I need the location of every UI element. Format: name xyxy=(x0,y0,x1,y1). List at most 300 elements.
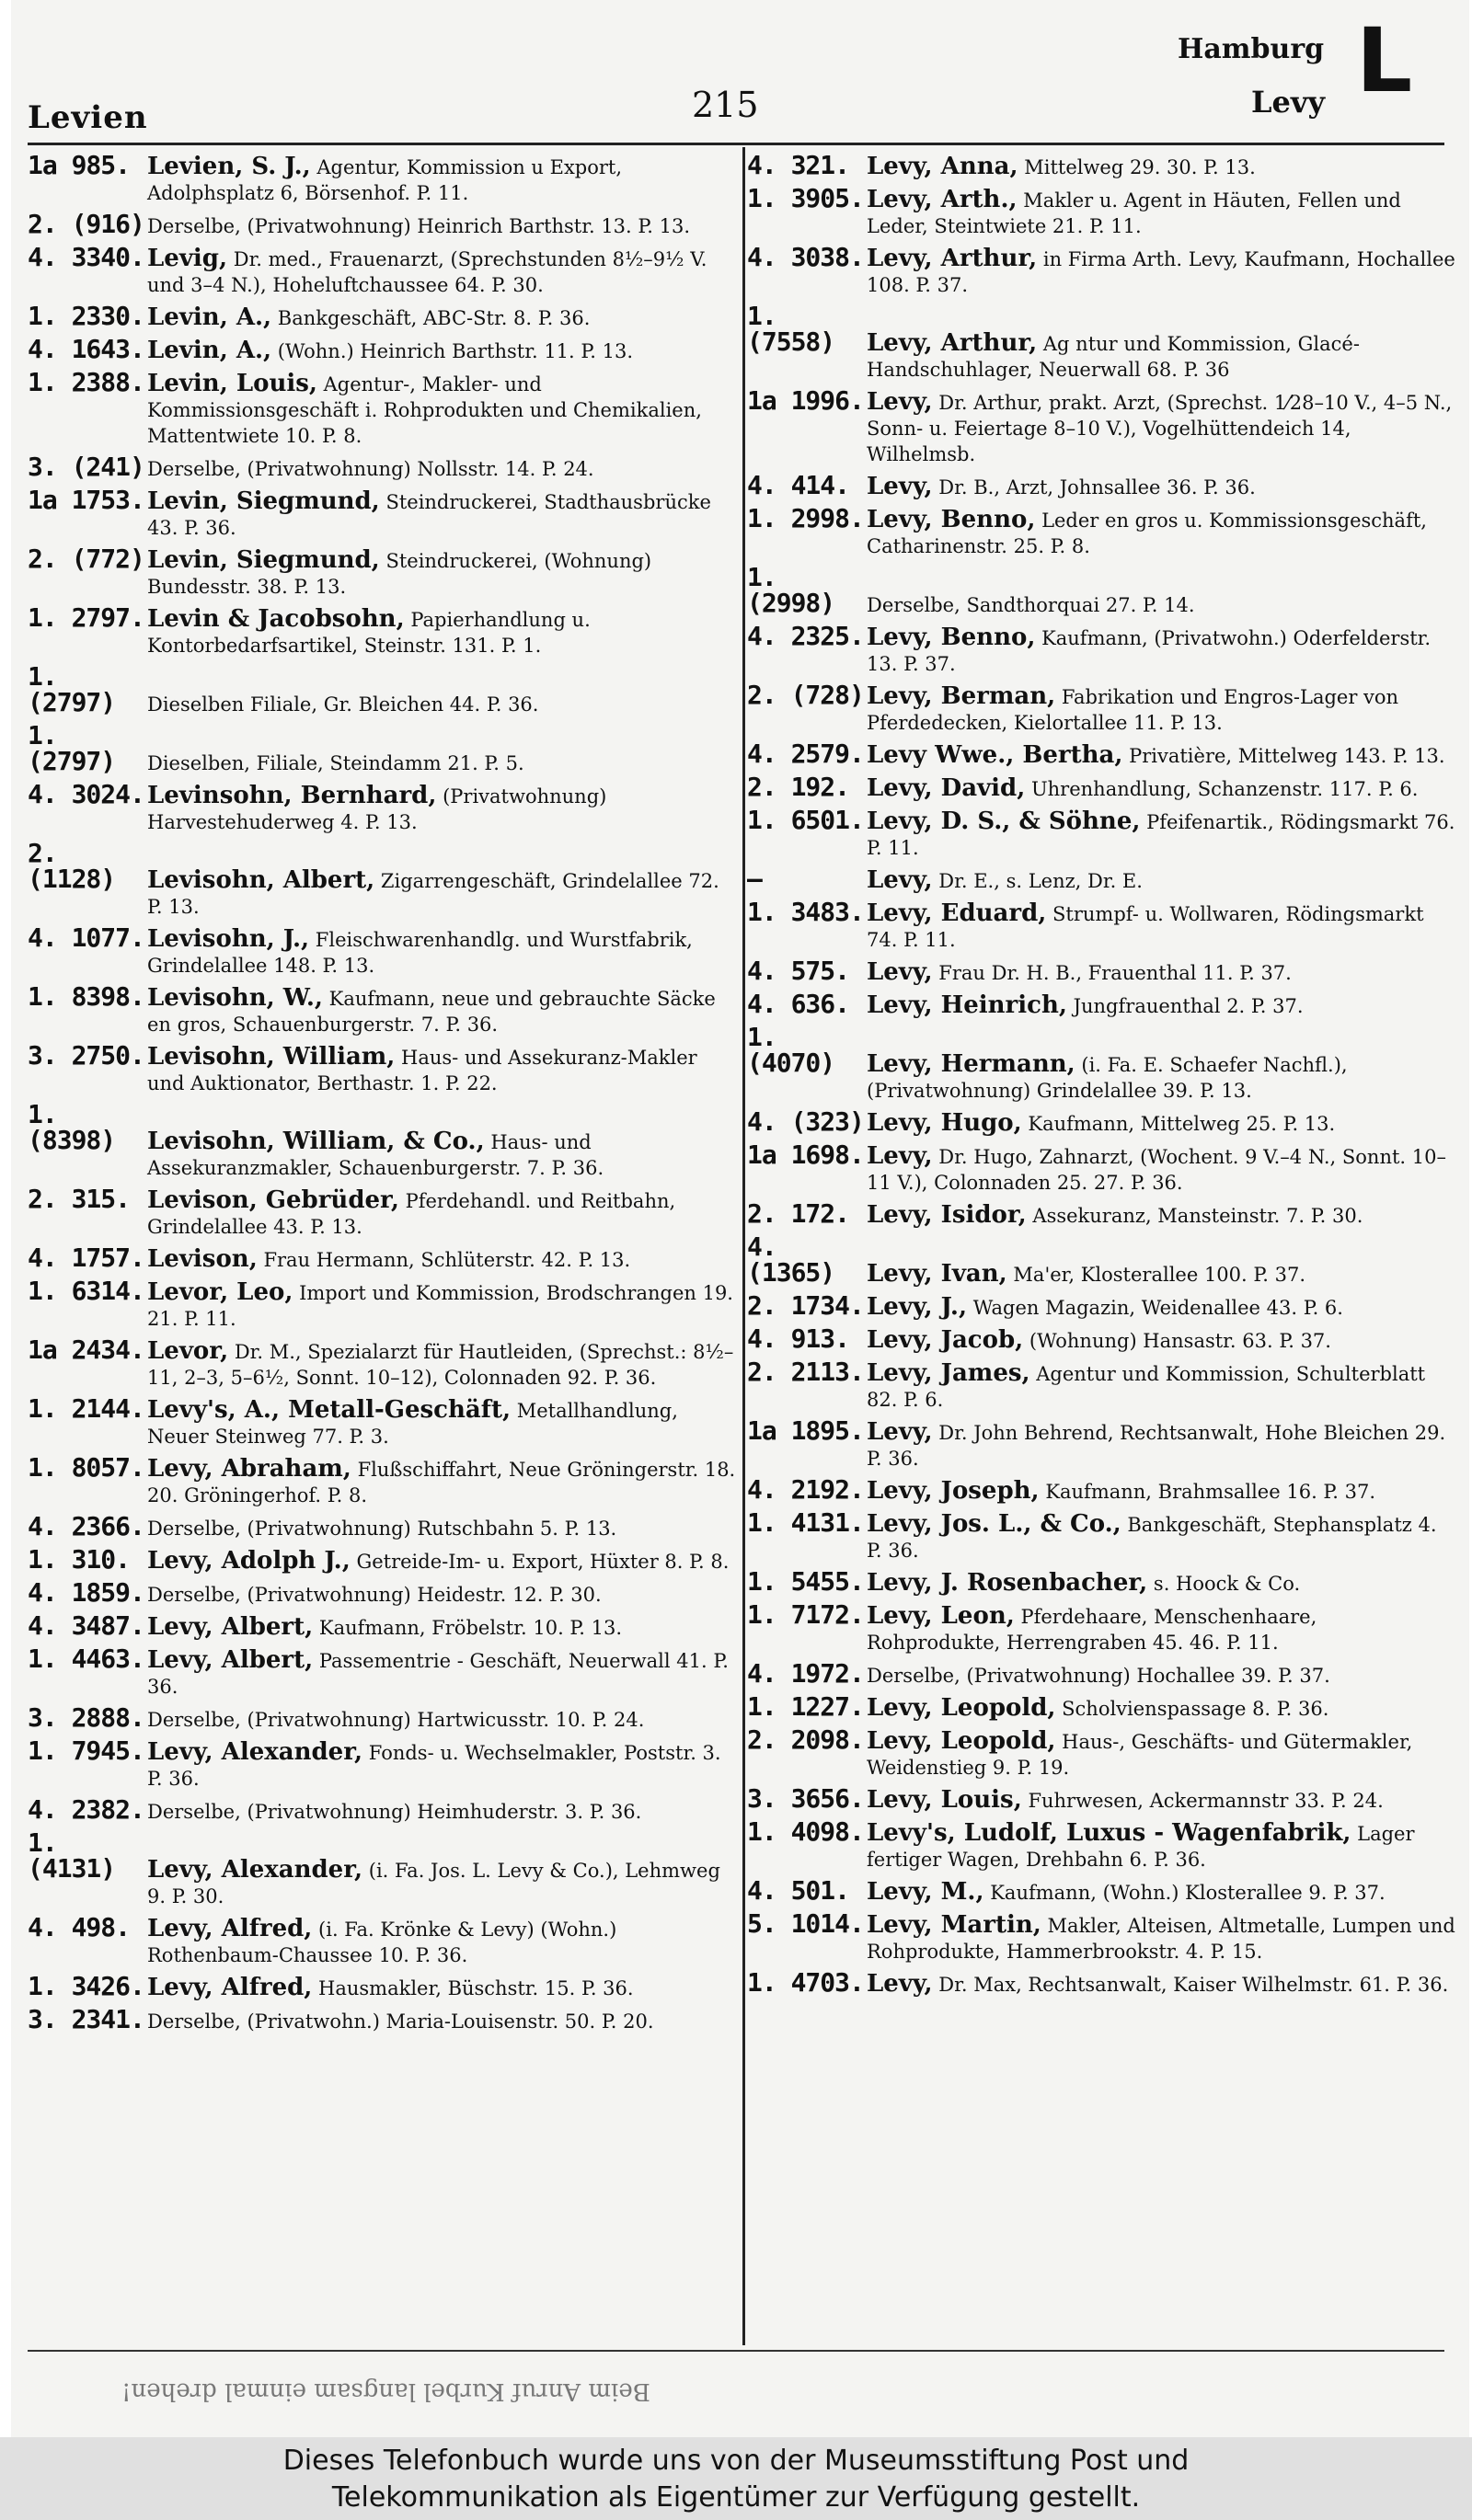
entry-phone-code: 1. 2998. xyxy=(747,503,864,533)
entry-phone-code: 4. 913. xyxy=(747,1323,850,1354)
directory-entry xyxy=(28,922,736,979)
entry-name: Levin, A., xyxy=(147,304,272,331)
header-city: Hamburg xyxy=(1178,33,1325,65)
entry-phone-code: 1. 4131. xyxy=(747,1507,864,1538)
entry-detail: Agentur und Kommission, Schulterblatt 82. P. 6. xyxy=(867,1363,1426,1411)
entry-phone-code: 4. 1077. xyxy=(28,922,144,953)
footer-rule xyxy=(28,2350,1444,2352)
entry-name: Levy, Leopold, xyxy=(867,1727,1056,1755)
entry-phone-code: 4. 3487. xyxy=(28,1610,144,1641)
directory-entry xyxy=(28,1702,736,1733)
entry-detail: Haus-, Geschäfts- und Gütermakler, Weidenstieg 9. P. 19. xyxy=(867,1731,1413,1779)
entry-phone-code: 1. 2330. xyxy=(28,301,144,331)
entry-phone-code: 4. 2579. xyxy=(747,739,864,769)
entry-name: Levy, Leon, xyxy=(867,1602,1015,1630)
entry-detail: Bankgeschäft, Stephansplatz 4. P. 36. xyxy=(867,1514,1437,1562)
directory-entry xyxy=(28,1452,736,1508)
entry-phone-code: 4. 2382. xyxy=(28,1794,144,1825)
entry-name: Levy, Alexander, xyxy=(147,1856,363,1884)
entry-name: Levy, xyxy=(867,1970,933,1998)
entry-name: Levin, Louis, xyxy=(147,370,317,397)
entry-detail: Dr. Hugo, Zahnarzt, (Wochent. 9 V.–4 N., Sonnt. 10–11 V.), Colonnaden 25. 27. P. 36. xyxy=(867,1146,1446,1194)
entry-detail: Kaufmann, neue und gebrauchte Säcke en gros, Schauenburgerstr. 7. P. 36. xyxy=(147,988,716,1036)
entry-phone-code: 4. 2192. xyxy=(747,1474,864,1505)
directory-entry xyxy=(28,150,736,206)
entry-detail: s. Hoock & Co. xyxy=(1153,1573,1301,1595)
credit-line-1: Dieses Telefonbuch wurde uns von der Museumsstiftung Post und xyxy=(282,2445,1190,2477)
directory-entry xyxy=(28,1511,736,1541)
directory-entry xyxy=(28,334,736,364)
directory-entry xyxy=(747,805,1455,861)
entry-name: Levin, Siegmund, xyxy=(147,487,380,515)
entry-detail: in Firma Arth. Levy, Kaufmann, Hochallee 108. P. 37. xyxy=(867,248,1455,296)
entry-detail: Dr. M., Spezialarzt für Hautleiden, (Sprechst.: 8½–11, 2–3, 5–6½, Sonnt. 10–12), Colonnaden 92. P. 36. xyxy=(147,1341,734,1389)
entry-phone-code: 4. 501. xyxy=(747,1875,850,1906)
entry-detail: Fonds- u. Wechselmakler, Poststr. 3. P. 36. xyxy=(147,1742,721,1790)
entry-name: Levin, Siegmund, xyxy=(147,546,380,574)
left-column xyxy=(28,150,736,2040)
entry-detail: Dr. Max, Rechtsanwalt, Kaiser Wilhelmstr. 61. P. 36. xyxy=(938,1974,1449,1996)
directory-entry xyxy=(747,470,1455,500)
entry-detail: Kaufmann, (Wohn.) Klosterallee 9. P. 37. xyxy=(990,1882,1386,1904)
directory-entry xyxy=(28,720,736,776)
entry-phone-code: 4. 1972. xyxy=(747,1658,864,1689)
entry-name: Levy, James, xyxy=(867,1359,1030,1387)
entry-phone-code: 2. (728) xyxy=(747,680,864,710)
entry-name: Levy, Arth., xyxy=(867,186,1018,213)
entry-detail: Kaufmann, Fröbelstr. 10. P. 13. xyxy=(318,1617,623,1639)
entry-detail: (i. Fa. E. Schaefer Nachfl.), (Privatwohnung) Grindelallee 39. P. 13. xyxy=(867,1054,1348,1102)
entry-phone-code: 1. 6501. xyxy=(747,805,864,835)
entry-detail: Dr. Arthur, prakt. Arzt, (Sprechst. 1⁄28–10 V., 4–5 N., Sonn- u. Feiertage 8–10 V.), Vogelhüttendeich 14, Wilhelmsb. xyxy=(867,392,1453,465)
entry-detail: Ma'er, Klosterallee 100. P. 37. xyxy=(1013,1264,1305,1286)
entry-phone-code: 1a 1698. xyxy=(747,1140,864,1170)
entry-detail: Ag ntur und Kommission, Glacé-Handschuhlager, Neuerwall 68. P. 36 xyxy=(867,333,1360,381)
directory-entry xyxy=(747,621,1455,677)
entry-name: Levy, Leopold, xyxy=(867,1694,1056,1722)
entry-detail: Assekuranz, Mansteinstr. 7. P. 30. xyxy=(1032,1205,1363,1227)
directory-entry xyxy=(747,1198,1455,1229)
entry-detail: Getreide-Im- u. Export, Hüxter 8. P. 8. xyxy=(356,1551,730,1573)
directory-entry xyxy=(28,454,736,482)
directory-entry xyxy=(747,503,1455,559)
entry-name: Levisohn, William, xyxy=(147,1043,396,1071)
directory-entry xyxy=(747,1290,1455,1321)
entry-phone-code: 1. 3483. xyxy=(747,897,864,927)
entry-detail: Dieselben, Filiale, Steindamm 21. P. 5. xyxy=(147,752,524,774)
entry-name: Levien, S. J., xyxy=(147,153,311,180)
entry-phone-code: 1. (7558) xyxy=(747,301,835,357)
entry-phone-code: 4. 636. xyxy=(747,989,850,1019)
directory-entry xyxy=(28,1794,736,1825)
entry-name: Levy, Adolph J., xyxy=(147,1547,351,1575)
entry-detail: Scholvienspassage 8. P. 36. xyxy=(1062,1698,1329,1720)
entry-phone-code: 4. 1643. xyxy=(28,334,144,364)
entry-name: Levy, Arthur, xyxy=(867,245,1038,272)
entry-name: Levy, xyxy=(867,473,933,500)
entry-name: Levy, M., xyxy=(867,1878,984,1906)
directory-entry xyxy=(28,2004,736,2034)
entry-name: Levy, xyxy=(867,958,933,986)
directory-entry xyxy=(28,1544,736,1575)
directory-entry xyxy=(747,682,1455,736)
entry-detail: Kaufmann, Brahmsallee 16. P. 37. xyxy=(1045,1481,1376,1503)
entry-detail: (Wohnung) Hansastr. 63. P. 37. xyxy=(1029,1330,1331,1352)
entry-detail: Haus- und Assekuranzmakler, Schauenburgerstr. 7. P. 36. xyxy=(147,1131,604,1179)
entry-detail: Derselbe, (Privatwohn.) Maria-Louisenstr. 50. P. 20. xyxy=(147,2010,654,2033)
entry-detail: Derselbe, (Privatwohnung) Heinrich Barthstr. 13. P. 13. xyxy=(147,215,691,237)
entry-name: Levy, Heinrich, xyxy=(867,991,1067,1019)
entry-name: Levy, Albert, xyxy=(147,1613,314,1641)
directory-entry xyxy=(28,838,736,920)
directory-entry xyxy=(747,1599,1455,1655)
directory-entry xyxy=(28,1186,736,1240)
entry-detail: Fabrikation und Engros-Lager von Pferdedecken, Kielortallee 11. P. 13. xyxy=(867,686,1399,734)
entry-phone-code: 1. (4070) xyxy=(747,1022,835,1078)
entry-detail: Kaufmann, (Privatwohn.) Oderfelderstr. 13. P. 37. xyxy=(867,627,1432,675)
entry-phone-code: 1. 1227. xyxy=(747,1691,864,1722)
entry-detail: (i. Fa. Krönke & Levy) (Wohn.) Rothenbaum-Chaussee 10. P. 36. xyxy=(147,1919,617,1966)
directory-entry xyxy=(747,1507,1455,1564)
entry-name: Levy, J., xyxy=(867,1293,968,1321)
directory-entry xyxy=(747,1691,1455,1722)
entry-phone-code: 1a 985. xyxy=(28,150,131,180)
directory-entry xyxy=(28,1827,736,1909)
entry-phone-code: 4. (323) xyxy=(747,1106,864,1137)
directory-entry xyxy=(747,1022,1455,1104)
directory-entry xyxy=(747,899,1455,953)
entry-phone-code: 5. 1014. xyxy=(747,1908,864,1939)
entry-detail: Passementrie - Geschäft, Neuerwall 41. P. 36. xyxy=(147,1650,729,1698)
directory-entry xyxy=(28,602,736,659)
page-number: 215 xyxy=(692,85,759,125)
entry-phone-code: 1a 1753. xyxy=(28,485,144,515)
entry-name: Levy, Alfred, xyxy=(147,1915,313,1942)
entry-name: Levy, Martin, xyxy=(867,1911,1041,1939)
entry-detail: Dieselben Filiale, Gr. Bleichen 44. P. 36. xyxy=(147,693,539,716)
entry-name: Levisohn, Albert, xyxy=(147,866,375,894)
entry-name: Levison, Gebrüder, xyxy=(147,1186,399,1214)
entry-phone-code: 1. 8057. xyxy=(28,1452,144,1483)
entry-name: Levor, Leo, xyxy=(147,1278,293,1306)
directory-entry xyxy=(747,866,1455,894)
entry-detail: Bankgeschäft, ABC-Str. 8. P. 36. xyxy=(277,307,591,329)
directory-entry xyxy=(28,1278,736,1332)
entry-detail: Pferdehandl. und Reitbahn, Grindelallee 43. P. 13. xyxy=(147,1190,676,1238)
directory-entry xyxy=(747,1724,1455,1781)
directory-entry xyxy=(28,546,736,600)
entry-detail: Uhrenhandlung, Schanzenstr. 117. P. 6. xyxy=(1030,778,1419,800)
entry-phone-code: 3. (241) xyxy=(28,452,144,482)
entry-phone-code: 2. (772) xyxy=(28,544,144,574)
entry-phone-code: 1. 3426. xyxy=(28,1971,144,2001)
entry-name: Levy, Alfred, xyxy=(147,1974,313,2001)
directory-entry xyxy=(28,1971,736,2001)
directory-entry xyxy=(747,991,1455,1019)
entry-detail: Kaufmann, Mittelweg 25. P. 13. xyxy=(1028,1113,1336,1135)
entry-detail: Wagen Magazin, Weidenallee 43. P. 6. xyxy=(972,1297,1343,1319)
entry-name: Levy, Louis, xyxy=(867,1786,1022,1814)
directory-entry xyxy=(28,209,736,239)
directory-entry xyxy=(747,1359,1455,1413)
entry-phone-code: 4. 1757. xyxy=(28,1243,144,1273)
entry-phone-code: 1. (8398) xyxy=(28,1099,116,1155)
entry-detail: Fleischwarenhandlg. und Wurstfabrik, Grindelallee 148. P. 13. xyxy=(147,929,693,977)
entry-name: Levy, Alexander, xyxy=(147,1738,363,1766)
entry-phone-code: 4. 3024. xyxy=(28,779,144,809)
entry-name: Levin & Jacobsohn, xyxy=(147,605,405,633)
entry-detail: Dr. B., Arzt, Johnsallee 36. P. 36. xyxy=(938,476,1256,498)
entry-name: Levy, Hermann, xyxy=(867,1050,1075,1078)
entry-phone-code: 4. 2366. xyxy=(28,1511,144,1541)
entry-name: Levy, David, xyxy=(867,774,1026,802)
entry-detail: Steindruckerei, Stadthausbrücke 43. P. 36. xyxy=(147,491,711,539)
directory-entry xyxy=(28,1577,736,1608)
directory-entry xyxy=(28,301,736,331)
directory-entry xyxy=(747,301,1455,383)
entry-phone-code: 1a 2434. xyxy=(28,1334,144,1365)
directory-entry xyxy=(747,1875,1455,1906)
entry-phone-code: 2. 2098. xyxy=(747,1724,864,1755)
entry-detail: Derselbe, (Privatwohnung) Nollsstr. 14. P. 24. xyxy=(147,458,594,480)
entry-phone-code: 1. 4703. xyxy=(747,1967,864,1998)
entry-phone-code: 2. (1128) xyxy=(28,838,116,894)
directory-entry xyxy=(28,779,736,835)
entry-detail: Steindruckerei, (Wohnung) Bundesstr. 38. P. 13. xyxy=(147,550,652,598)
header-range: Levy xyxy=(1251,85,1326,120)
directory-entry xyxy=(747,1908,1455,1964)
entry-detail: Dr. med., Frauenarzt, (Sprechstunden 8½–9½ V. und 3–4 N.), Hoheluftchaussee 64. P. 30. xyxy=(147,248,707,296)
entry-detail: Dr. John Behrend, Rechtsanwalt, Hohe Bleichen 29. P. 36. xyxy=(867,1422,1446,1470)
entry-phone-code: 1. 3905. xyxy=(747,183,864,213)
entry-detail: Frau Dr. H. B., Frauenthal 11. P. 37. xyxy=(938,962,1292,984)
entry-detail: Agentur-, Makler- und Kommissionsgeschäft i. Rohprodukten und Chemikalien, Mattentwiete 10. P. 8. xyxy=(147,373,702,447)
entry-name: Levy, xyxy=(867,1142,933,1170)
directory-entry xyxy=(747,242,1455,298)
entry-phone-code: 4. 3340. xyxy=(28,242,144,272)
entry-name: Levy, Isidor, xyxy=(867,1201,1027,1229)
directory-entry xyxy=(28,981,736,1037)
entry-name: Levy, Ivan, xyxy=(867,1260,1007,1288)
entry-name: Levy, Benno, xyxy=(867,624,1036,651)
directory-entry xyxy=(28,1099,736,1181)
entry-phone-code: 1. (4131) xyxy=(28,1827,116,1884)
directory-entry xyxy=(28,487,736,541)
entry-name: Levy, Hugo, xyxy=(867,1109,1022,1137)
entry-detail: (i. Fa. Jos. L. Levy & Co.), Lehmweg 9. P. 30. xyxy=(147,1860,720,1907)
archive-credit xyxy=(0,2437,1472,2520)
entry-name: Levinsohn, Bernhard, xyxy=(147,782,437,809)
entry-detail: Strumpf- u. Wollwaren, Rödingsmarkt 74. P. 11. xyxy=(867,903,1424,951)
entry-detail: (Privatwohnung) Harvestehuderweg 4. P. 13. xyxy=(147,785,607,833)
entry-detail: Derselbe, Sandthorquai 27. P. 14. xyxy=(867,594,1195,616)
entry-detail: Flußschiffahrt, Neue Gröningerstr. 18. 20. Gröningerhof. P. 8. xyxy=(147,1459,736,1506)
footer-advert: Beim Anruf Kurbel langsam einmal drehen! xyxy=(121,2377,650,2405)
entry-phone-code: 2. 192. xyxy=(747,772,850,802)
entry-phone-code: — xyxy=(747,864,762,894)
directory-entry xyxy=(747,1142,1455,1196)
entry-phone-code: 1. (2797) xyxy=(28,720,116,776)
entry-phone-code: 1. 8398. xyxy=(28,981,144,1012)
entry-detail: Makler u. Agent in Häuten, Fellen und Leder, Steintwiete 21. P. 11. xyxy=(867,189,1401,237)
page-header xyxy=(11,0,1469,161)
entry-phone-code: 1. (2797) xyxy=(28,661,116,717)
credit-line-2: Telekommunikation als Eigentümer zur Verfügung gestellt. xyxy=(331,2481,1141,2514)
directory-entry xyxy=(747,741,1455,769)
entry-name: Levy Wwe., Bertha, xyxy=(867,741,1123,769)
entry-detail: Mittelweg 29. 30. P. 13. xyxy=(1024,156,1256,178)
directory-entry xyxy=(28,661,736,717)
entry-detail: Jungfrauenthal 2. P. 37. xyxy=(1073,995,1304,1017)
directory-entry xyxy=(747,774,1455,802)
directory-entry xyxy=(28,1393,736,1449)
entry-detail: Derselbe, (Privatwohnung) Hochallee 39. P. 37. xyxy=(867,1665,1330,1687)
directory-entry xyxy=(747,385,1455,467)
header-rule xyxy=(28,143,1444,145)
entry-name: Levy, Albert, xyxy=(147,1646,314,1674)
entry-detail: Import und Kommission, Brodschrangen 19. 21. P. 11. xyxy=(147,1282,733,1330)
entry-phone-code: 1. 7945. xyxy=(28,1735,144,1766)
entry-phone-code: 1a 1895. xyxy=(747,1415,864,1446)
entry-phone-code: 1. 5455. xyxy=(747,1566,864,1597)
entry-phone-code: 3. 2341. xyxy=(28,2004,144,2034)
entry-detail: Derselbe, (Privatwohnung) Rutschbahn 5. P. 13. xyxy=(147,1518,617,1540)
entry-name: Levy, J. Rosenbacher, xyxy=(867,1569,1148,1597)
entry-detail: Zigarrengeschäft, Grindelallee 72. P. 13. xyxy=(147,870,719,918)
entry-phone-code: 1. 4463. xyxy=(28,1644,144,1674)
entry-name: Levy, Abraham, xyxy=(147,1455,351,1483)
directory-entry xyxy=(747,562,1455,618)
directory-entry xyxy=(28,1912,736,1968)
entry-detail: Papierhandlung u. Kontorbedarfsartikel, Steinstr. 131. P. 1. xyxy=(147,609,591,657)
entry-phone-code: 1. 2144. xyxy=(28,1393,144,1424)
entry-detail: Makler, Alteisen, Altmetalle, Lumpen und Rohprodukte, Hammerbrookstr. 4. P. 15. xyxy=(867,1915,1455,1963)
directory-entry xyxy=(747,150,1455,180)
entry-name: Levy, Anna, xyxy=(867,153,1018,180)
entry-phone-code: 1. 4098. xyxy=(747,1816,864,1847)
directory-entry xyxy=(28,1646,736,1700)
directory-entry xyxy=(747,1566,1455,1597)
entry-name: Levisohn, W., xyxy=(147,984,323,1012)
entry-phone-code: 1. 2388. xyxy=(28,367,144,397)
entry-name: Levor, xyxy=(147,1337,229,1365)
entry-name: Levin, A., xyxy=(147,337,272,364)
entry-phone-code: 3. 3656. xyxy=(747,1783,864,1814)
directory-page xyxy=(11,0,1469,2437)
directory-entry xyxy=(28,1334,736,1391)
entry-detail: Lager fertiger Wagen, Drehbahn 6. P. 36. xyxy=(867,1823,1415,1871)
entry-name: Levy, xyxy=(867,1418,933,1446)
entry-name: Levy, xyxy=(867,388,933,416)
entry-name: Levy's, A., Metall-Geschäft, xyxy=(147,1396,512,1424)
entry-detail: Pfeifenartik., Rödingsmarkt 76. P. 11. xyxy=(867,811,1455,859)
directory-entry xyxy=(747,1474,1455,1505)
entry-phone-code: 2. 172. xyxy=(747,1198,850,1229)
entry-detail: (Wohn.) Heinrich Barthstr. 11. P. 13. xyxy=(277,340,634,362)
header-left-label: Levien xyxy=(28,99,148,136)
entry-phone-code: 4. 2325. xyxy=(747,621,864,651)
entry-phone-code: 2. 2113. xyxy=(747,1357,864,1387)
entry-detail: Derselbe, (Privatwohnung) Heidestr. 12. P. 30. xyxy=(147,1584,602,1606)
entry-detail: Hausmakler, Büschstr. 15. P. 36. xyxy=(318,1977,634,1999)
entry-name: Levig, xyxy=(147,245,228,272)
entry-phone-code: 4. 575. xyxy=(747,956,850,986)
entry-phone-code: 1. 2797. xyxy=(28,602,144,633)
entry-phone-code: 4. 498. xyxy=(28,1912,131,1942)
entry-detail: Agentur, Kommission u Export, Adolphsplatz 6, Börsenhof. P. 11. xyxy=(147,156,623,204)
entry-name: Levy, Berman, xyxy=(867,682,1056,710)
entry-phone-code: 1. (2998) xyxy=(747,562,835,618)
entry-phone-code: 1. 7172. xyxy=(747,1599,864,1630)
right-column xyxy=(747,150,1455,2003)
entry-detail: Haus- und Assekuranz-Makler und Auktionator, Berthastr. 1. P. 22. xyxy=(147,1047,697,1094)
entry-detail: Metallhandlung, Neuer Steinweg 77. P. 3. xyxy=(147,1400,678,1448)
entry-name: Levy's, Ludolf, Luxus - Wagenfabrik, xyxy=(867,1819,1351,1847)
entry-phone-code: 4. 1859. xyxy=(28,1577,144,1608)
entry-name: Levy, Benno, xyxy=(867,506,1036,533)
entry-phone-code: 4. 414. xyxy=(747,470,850,500)
entry-phone-code: 3. 2888. xyxy=(28,1702,144,1733)
entry-phone-code: 1. 6314. xyxy=(28,1276,144,1306)
entry-name: Levisohn, J., xyxy=(147,925,310,953)
entry-detail: Leder en gros u. Kommissionsgeschäft, Catharinenstr. 25. P. 8. xyxy=(867,510,1427,557)
entry-name: Levy, Jos. L., & Co., xyxy=(867,1510,1121,1538)
directory-entry xyxy=(747,1106,1455,1137)
section-letter: L xyxy=(1356,9,1413,112)
directory-entry xyxy=(747,958,1455,986)
entry-name: Levy, D. S., & Söhne, xyxy=(867,808,1141,835)
entry-phone-code: 4. (1365) xyxy=(747,1231,835,1288)
directory-entry xyxy=(28,367,736,449)
entry-phone-code: 2. 1734. xyxy=(747,1290,864,1321)
directory-entry xyxy=(747,1231,1455,1288)
directory-entry xyxy=(747,1658,1455,1689)
directory-entry xyxy=(747,1967,1455,1998)
directory-entry xyxy=(28,1245,736,1273)
entry-detail: Pferdehaare, Menschenhaare, Rohprodukte, Herrengraben 45. 46. P. 11. xyxy=(867,1606,1317,1654)
entry-name: Levisohn, William, & Co., xyxy=(147,1128,485,1155)
entry-detail: Derselbe, (Privatwohnung) Heimhuderstr. 3. P. 36. xyxy=(147,1801,642,1823)
entry-detail: Frau Hermann, Schlüterstr. 42. P. 13. xyxy=(263,1249,631,1271)
entry-name: Levy, Joseph, xyxy=(867,1477,1040,1505)
entry-detail: Privatière, Mittelweg 143. P. 13. xyxy=(1129,745,1445,767)
entry-name: Levison, xyxy=(147,1245,258,1273)
column-divider xyxy=(742,147,745,2345)
entry-phone-code: 1. 310. xyxy=(28,1544,131,1575)
directory-entry xyxy=(747,1816,1455,1873)
entry-detail: Fuhrwesen, Ackermannstr 33. P. 24. xyxy=(1028,1790,1384,1812)
entry-name: Levy, Jacob, xyxy=(867,1326,1024,1354)
directory-entry xyxy=(747,1415,1455,1472)
directory-entry xyxy=(747,183,1455,239)
directory-entry xyxy=(28,1610,736,1641)
entry-phone-code: 4. 321. xyxy=(747,150,850,180)
entry-detail: Dr. E., s. Lenz, Dr. E. xyxy=(938,870,1143,892)
directory-entry xyxy=(28,1735,736,1792)
entry-phone-code: 1a 1996. xyxy=(747,385,864,416)
entry-phone-code: 4. 3038. xyxy=(747,242,864,272)
entry-name: Levy, xyxy=(867,866,933,894)
directory-entry xyxy=(747,1783,1455,1814)
entry-name: Levy, Eduard, xyxy=(867,899,1047,927)
entry-phone-code: 2. (916) xyxy=(28,209,144,239)
directory-entry xyxy=(28,242,736,298)
entry-phone-code: 2. 315. xyxy=(28,1184,131,1214)
directory-entry xyxy=(747,1323,1455,1354)
entry-name: Levy, Arthur, xyxy=(867,329,1038,357)
directory-entry xyxy=(28,1040,736,1096)
entry-detail: Derselbe, (Privatwohnung) Hartwicusstr. 10. P. 24. xyxy=(147,1709,645,1731)
